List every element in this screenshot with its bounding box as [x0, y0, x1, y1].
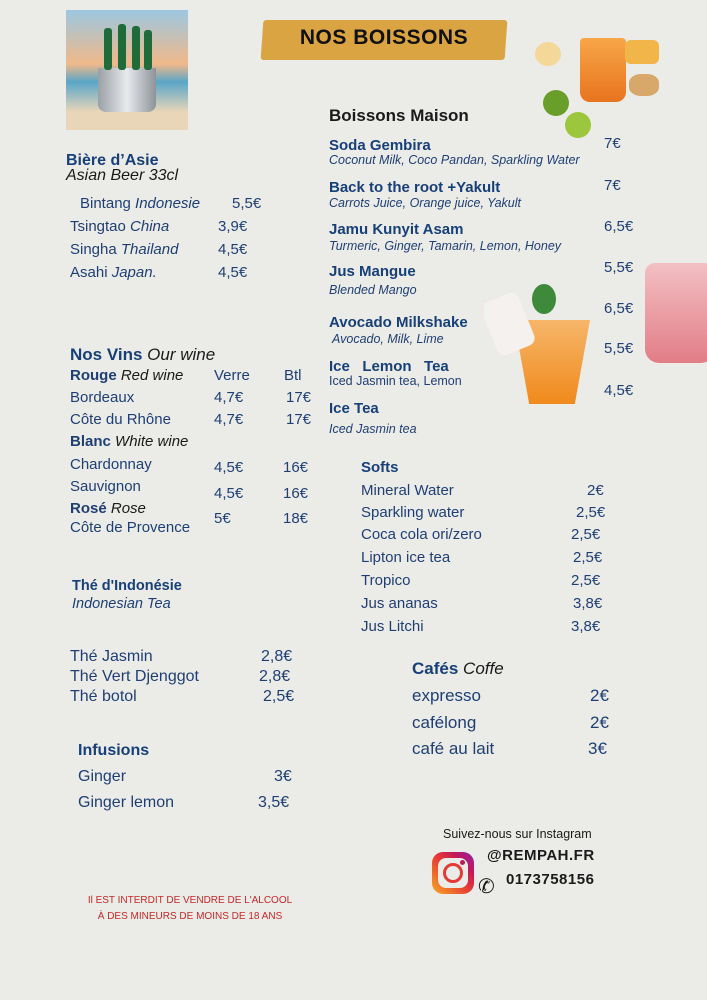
maison-item-desc: Iced Jasmin tea, Lemon: [329, 374, 462, 388]
soft-name: Jus ananas: [361, 595, 438, 612]
beer-name: Singha: [70, 241, 117, 258]
soft-name: Jus Litchi: [361, 618, 424, 635]
wine-bottle-price: 17€: [286, 389, 312, 406]
tea-heading: Thé d'Indonésie: [72, 578, 182, 594]
phone-icon: ✆: [478, 876, 495, 898]
wine-name: Côte de Provence: [70, 519, 191, 536]
cafe-price: 3€: [588, 739, 607, 758]
juice-ginger-image: [525, 30, 665, 142]
maison-item-desc: Avocado, Milk, Lime: [332, 332, 444, 346]
page-title: NOS BOISSONS: [299, 26, 469, 49]
beer-origin: Japan.: [111, 264, 157, 281]
maison-item-name: Ice Lemon Tea: [329, 358, 449, 375]
beer-price: 3,9€: [218, 218, 248, 235]
wine-bottle-price: 17€: [286, 411, 312, 428]
infusions-heading: Infusions: [78, 742, 150, 759]
beer-subheading: Asian Beer 33cl: [66, 167, 179, 184]
wine-bottle-price: 16€: [283, 485, 309, 502]
cafe-name: café au lait: [412, 739, 495, 758]
soft-price: 2,5€: [576, 504, 606, 521]
wine-glass-price: 4,7€: [214, 411, 244, 428]
follow-text: Suivez-nous sur Instagram: [443, 827, 592, 841]
wine-glass-price: 5€: [214, 510, 231, 527]
soft-price: 2,5€: [571, 526, 601, 543]
col-glass: Verre: [214, 367, 250, 384]
maison-item-price: 4,5€: [604, 382, 634, 399]
soft-name: Sparkling water: [361, 504, 465, 521]
cafe-name: expresso: [412, 686, 481, 705]
soft-price: 2,5€: [571, 572, 601, 589]
maison-item-price: 5,5€: [604, 340, 634, 357]
beer-item: [80, 195, 200, 212]
maison-item-desc: Turmeric, Ginger, Tamarin, Lemon, Honey: [329, 239, 562, 253]
maison-item-price: 7€: [604, 135, 621, 152]
soft-name: Coca cola ori/zero: [361, 526, 482, 543]
soft-name: Mineral Water: [361, 482, 454, 499]
beer-name: Asahi: [70, 264, 108, 281]
pink-drink-image: [640, 255, 707, 370]
cafe-price: 2€: [590, 713, 609, 732]
wine-glass-price: 4,7€: [214, 389, 244, 406]
maison-item-price: 5,5€: [604, 259, 634, 276]
maison-item-name: Ice Tea: [329, 400, 379, 417]
tea-name: Thé botol: [70, 688, 137, 705]
cafe-price: 2€: [590, 686, 609, 705]
col-bottle: Btl: [284, 367, 302, 384]
beer-bucket-image: [66, 10, 188, 130]
beer-origin: Indonesie: [135, 195, 201, 212]
wine-bottle-price: 18€: [283, 510, 309, 527]
wine-name: Chardonnay: [70, 456, 152, 473]
tea-price: 2,8€: [261, 648, 293, 665]
maison-heading: Boissons Maison: [329, 106, 469, 125]
beer-price: 4,5€: [218, 241, 248, 258]
beer-item: [70, 241, 178, 258]
wine-bottle-price: 16€: [283, 459, 309, 476]
beer-origin: China: [130, 218, 170, 235]
wine-rouge-label: Rouge Red wine: [70, 367, 184, 384]
soft-name: Tropico: [361, 572, 411, 589]
infusion-name: Ginger lemon: [78, 794, 175, 811]
cafe-name: cafélong: [412, 713, 477, 732]
infusion-name: Ginger: [78, 768, 127, 785]
infusion-price: 3€: [274, 768, 292, 785]
tea-name: Thé Vert Djenggot: [70, 668, 199, 685]
maison-item-price: 7€: [604, 177, 621, 194]
maison-item-price: 6,5€: [604, 300, 634, 317]
instagram-icon[interactable]: [432, 852, 474, 894]
soft-price: 2,5€: [573, 549, 603, 566]
beer-item: [70, 218, 169, 235]
soft-name: Lipton ice tea: [361, 549, 451, 566]
wine-heading: Nos Vins Our wine: [70, 345, 216, 364]
wine-glass-price: 4,5€: [214, 459, 244, 476]
softs-heading: Softs: [361, 459, 399, 476]
soft-price: 3,8€: [571, 618, 601, 635]
wine-glass-price: 4,5€: [214, 485, 244, 502]
maison-item-desc: Blended Mango: [329, 283, 417, 297]
maison-item-desc: Coconut Milk, Coco Pandan, Sparkling Water: [329, 153, 580, 167]
infusion-price: 3,5€: [258, 794, 290, 811]
tea-price: 2,8€: [259, 668, 291, 685]
wine-blanc-label: Blanc White wine: [70, 433, 189, 450]
maison-item-name: Jamu Kunyit Asam: [329, 221, 464, 238]
instagram-handle[interactable]: @REMPAH.FR: [487, 847, 595, 864]
tea-subheading: Indonesian Tea: [72, 596, 171, 612]
maison-item-desc: Carrots Juice, Orange juice, Yakult: [329, 196, 521, 210]
beer-name: Tsingtao: [70, 218, 126, 235]
yakult-drink-image: [484, 280, 596, 406]
beer-item: [70, 264, 157, 281]
cafes-heading: Cafés Coffe: [412, 659, 504, 678]
beer-name: Bintang: [80, 195, 131, 212]
maison-item-name: Avocado Milkshake: [329, 314, 468, 331]
soft-price: 3,8€: [573, 595, 603, 612]
wine-name: Côte du Rhône: [70, 411, 171, 428]
beer-heading: Bière d’Asie: [66, 152, 159, 169]
wine-name: Sauvignon: [70, 478, 141, 495]
tea-price: 2,5€: [263, 688, 295, 705]
beer-price: 5,5€: [232, 195, 262, 212]
alcohol-warning: Il EST INTERDIT DE VENDRE DE L'ALCOOL À DES MINEURS DE MOINS DE 18 ANS: [87, 895, 293, 922]
wine-name: Bordeaux: [70, 389, 135, 406]
beer-price: 4,5€: [218, 264, 248, 281]
beer-origin: Thailand: [120, 241, 179, 258]
maison-item-desc: Iced Jasmin tea: [329, 422, 417, 436]
wine-rose-label: Rosé Rose: [70, 500, 146, 517]
maison-item-name: Jus Mangue: [329, 263, 416, 280]
maison-item-name: Back to the root +Yakult: [329, 179, 501, 196]
phone-number[interactable]: 0173758156: [506, 871, 595, 888]
maison-item-price: 6,5€: [604, 218, 634, 235]
soft-price: 2€: [587, 482, 604, 499]
tea-name: Thé Jasmin: [70, 648, 153, 665]
maison-item-name: Soda Gembira: [329, 137, 431, 154]
